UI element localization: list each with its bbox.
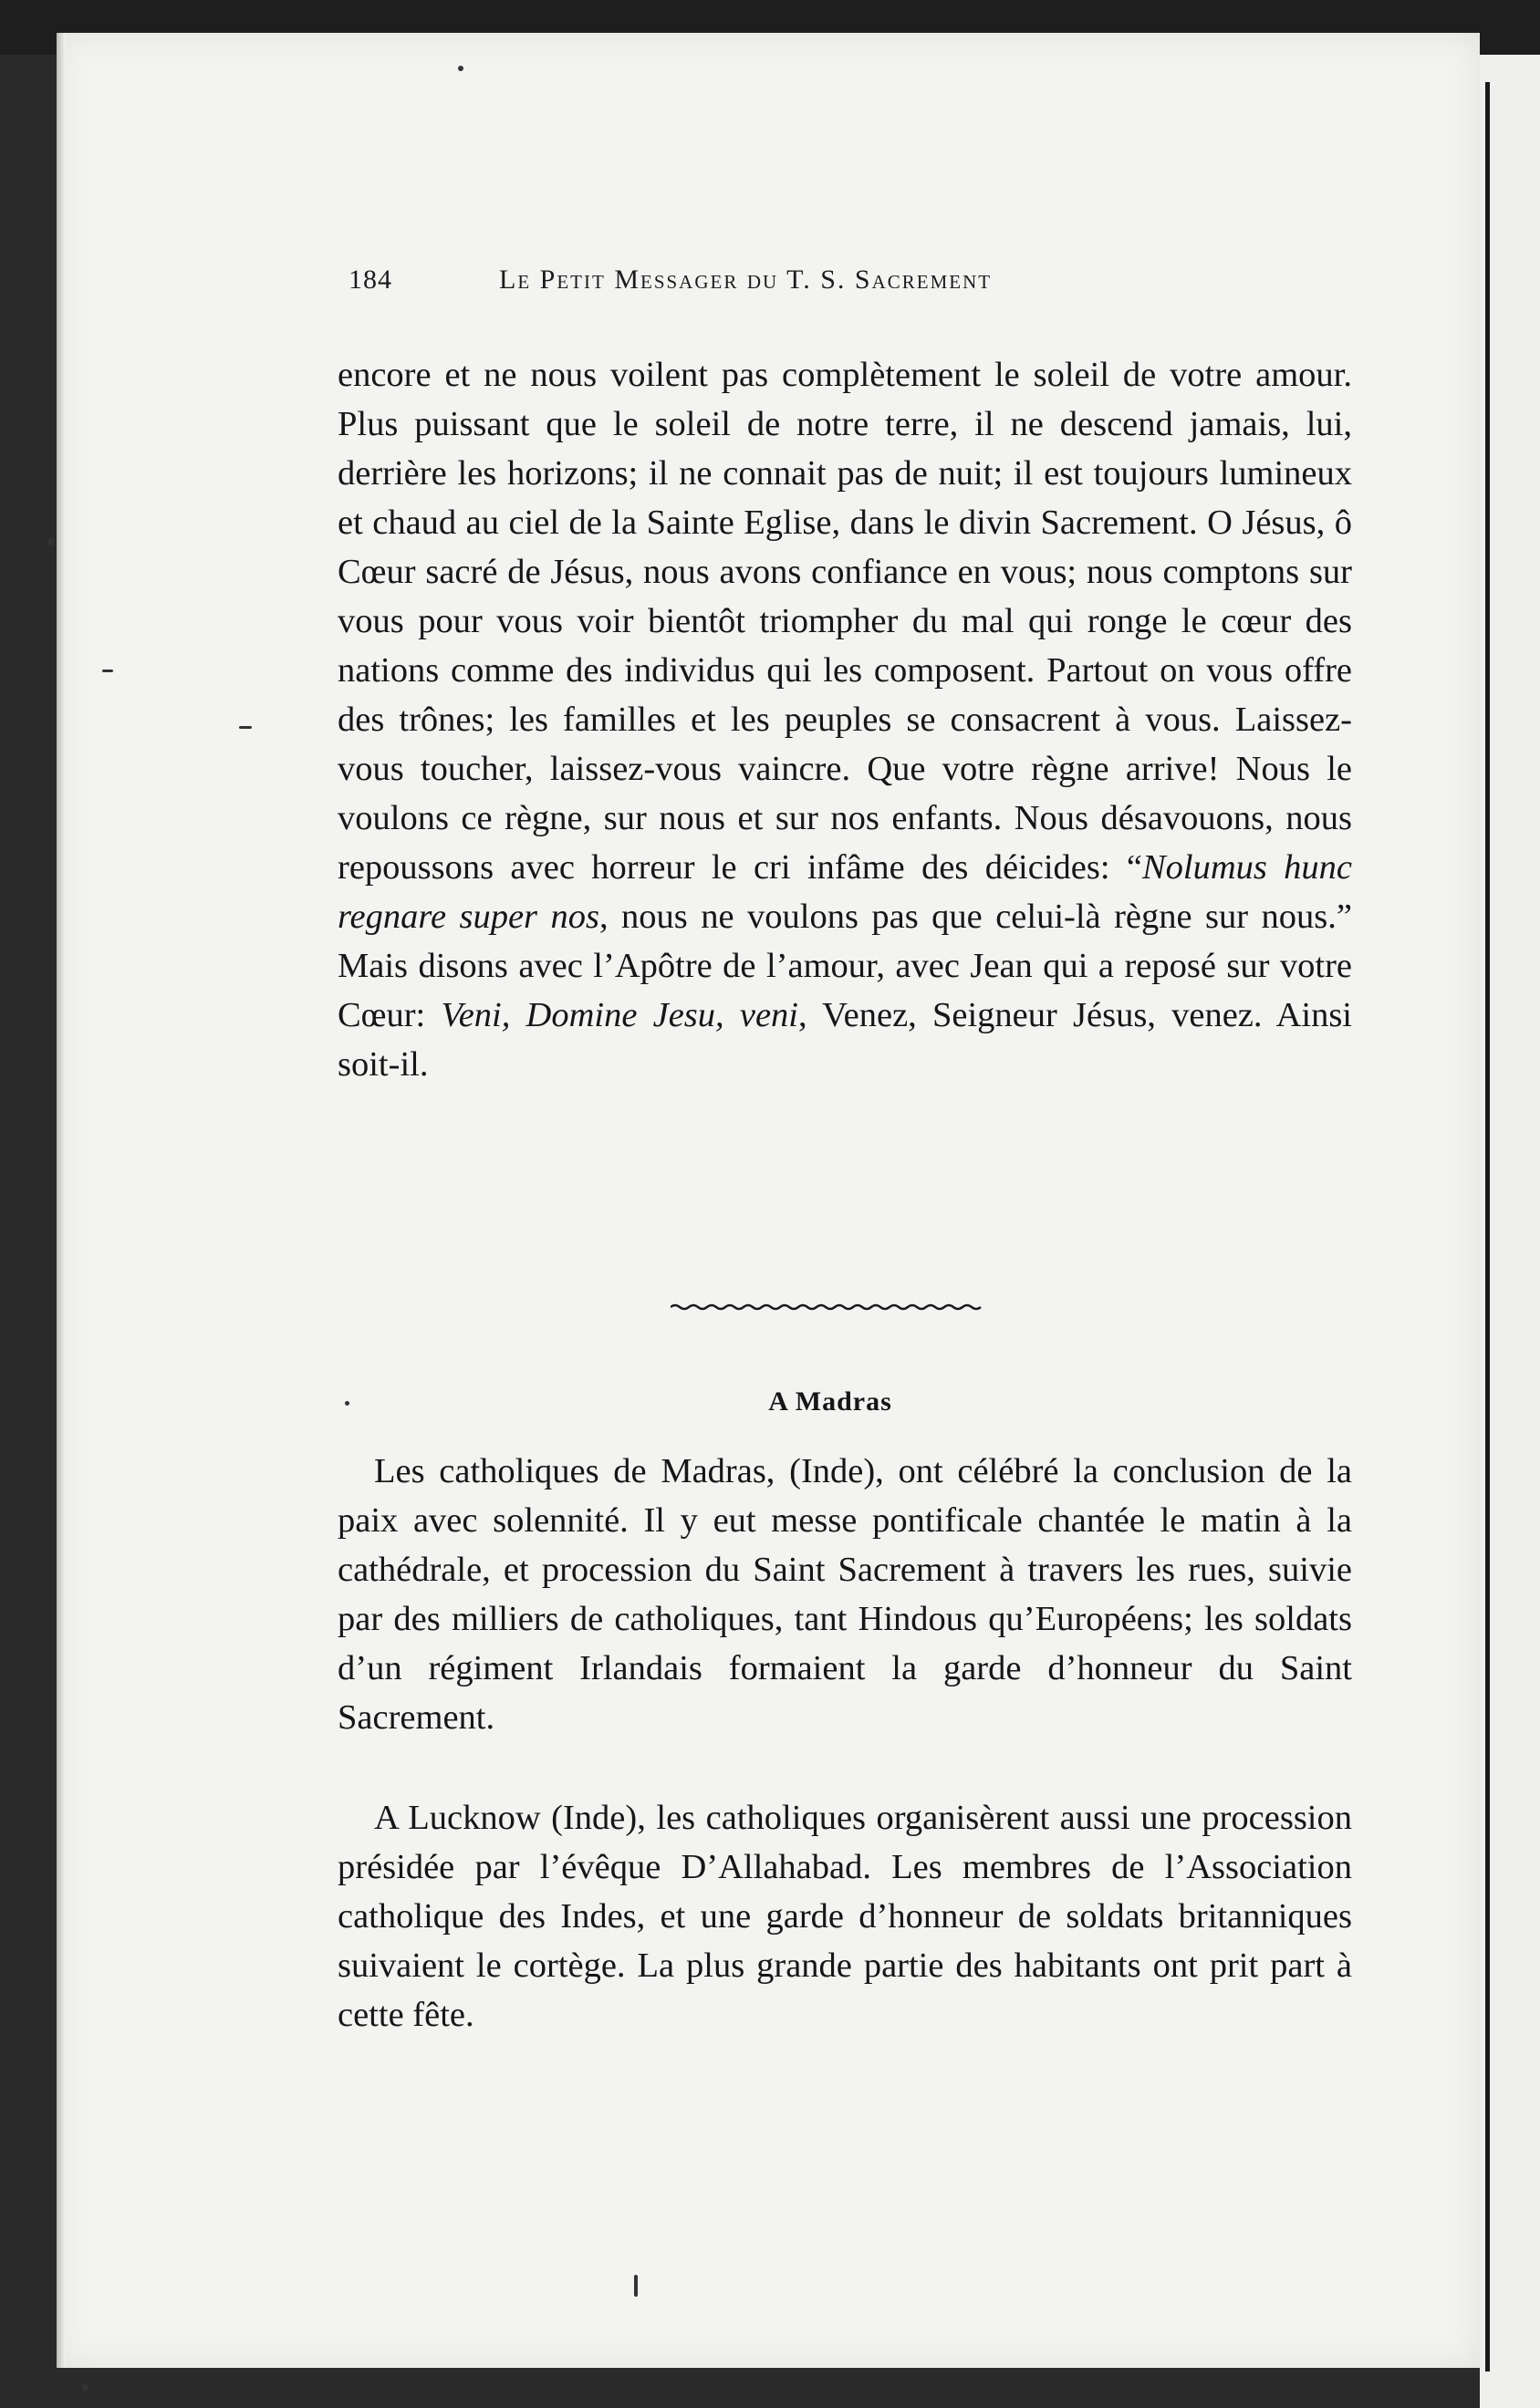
running-title: Le Petit Messager du T. S. Sacrement: [499, 265, 993, 295]
scan-speck: [47, 538, 55, 545]
section-title: A Madras: [768, 1386, 892, 1417]
scan-speck: [345, 1401, 349, 1406]
scan-speck: [102, 669, 113, 672]
scan-speck: [458, 66, 463, 71]
scan-speck: [634, 2275, 638, 2297]
paragraph-text: A Lucknow (Inde), les catholiques organisèrent aussi une procession présidée par l’évêque D’Allahabad. Les membres de l’Association catholique des Indes, et une garde d’honneur de soldats britanniques suivaient le cortège. La plus grande partie des habitants ont prit part à cette fête.: [338, 1799, 1352, 2034]
paragraph-text: , Venez, Seigneur Jésus, venez. Ainsi soit-il.: [338, 996, 1352, 1084]
page-gutter-line: [1485, 82, 1490, 2372]
paragraph-text: , nous ne voulons pas que celui-là règne sur nous.” Mais disons avec l’Apôtre de l’amour, avec Jean qui a reposé sur votre Cœur:: [338, 898, 1352, 1034]
scan-speck: [82, 2384, 88, 2391]
paragraph-lucknow: [338, 1793, 1352, 2040]
paragraph-text: encore et ne nous voilent pas complètement le soleil de votre amour. Plus puissant que le soleil de notre terre, il ne descend jamais, lui, derrière les horizons; il ne connait pas de nuit; il est toujours lumineux et chaud au ciel de la Sainte Eglise, dans le divin Sacrement. O Jésus, ô Cœur sacré de Jésus, nous avons confiance en vous; nous comptons sur vous pour vous voir bientôt triompher du mal qui ronge le cœur des nations comme des individus qui les composent. Partout on vous offre des trônes; les familles et les peuples se consacrent à vous. Laissez-vous toucher, laissez-vous vaincre. Que votre règne arrive! Nous le voulons ce règne, sur nous et sur nos enfants. Nous désavouons, nous repoussons avec horreur le cri infâme des déicides: “: [338, 356, 1352, 887]
paragraph-prayer: [338, 350, 1352, 1089]
latin-quote: Nolumus hunc regnare super nos: [338, 848, 1352, 936]
ornamental-divider: [671, 1300, 994, 1314]
page-number: 184: [349, 265, 392, 295]
paragraph-madras: [338, 1447, 1352, 1742]
paragraph-text: Les catholiques de Madras, (Inde), ont célébré la conclusion de la paix avec solennité. Il y eut messe pontificale chantée le matin à la cathédrale, et procession du Saint Sacrement à travers les rues, suivie par des milliers de catholiques, tant Hindous qu’Européens; les soldats d’un régiment Irlandais formaient la garde d’honneur du Saint Sacrement.: [338, 1452, 1352, 1737]
running-header: [349, 265, 1370, 310]
latin-quote: Veni, Domine Jesu, veni: [441, 996, 798, 1034]
scan-speck: [239, 726, 252, 729]
page-left-edge: [57, 33, 66, 2368]
